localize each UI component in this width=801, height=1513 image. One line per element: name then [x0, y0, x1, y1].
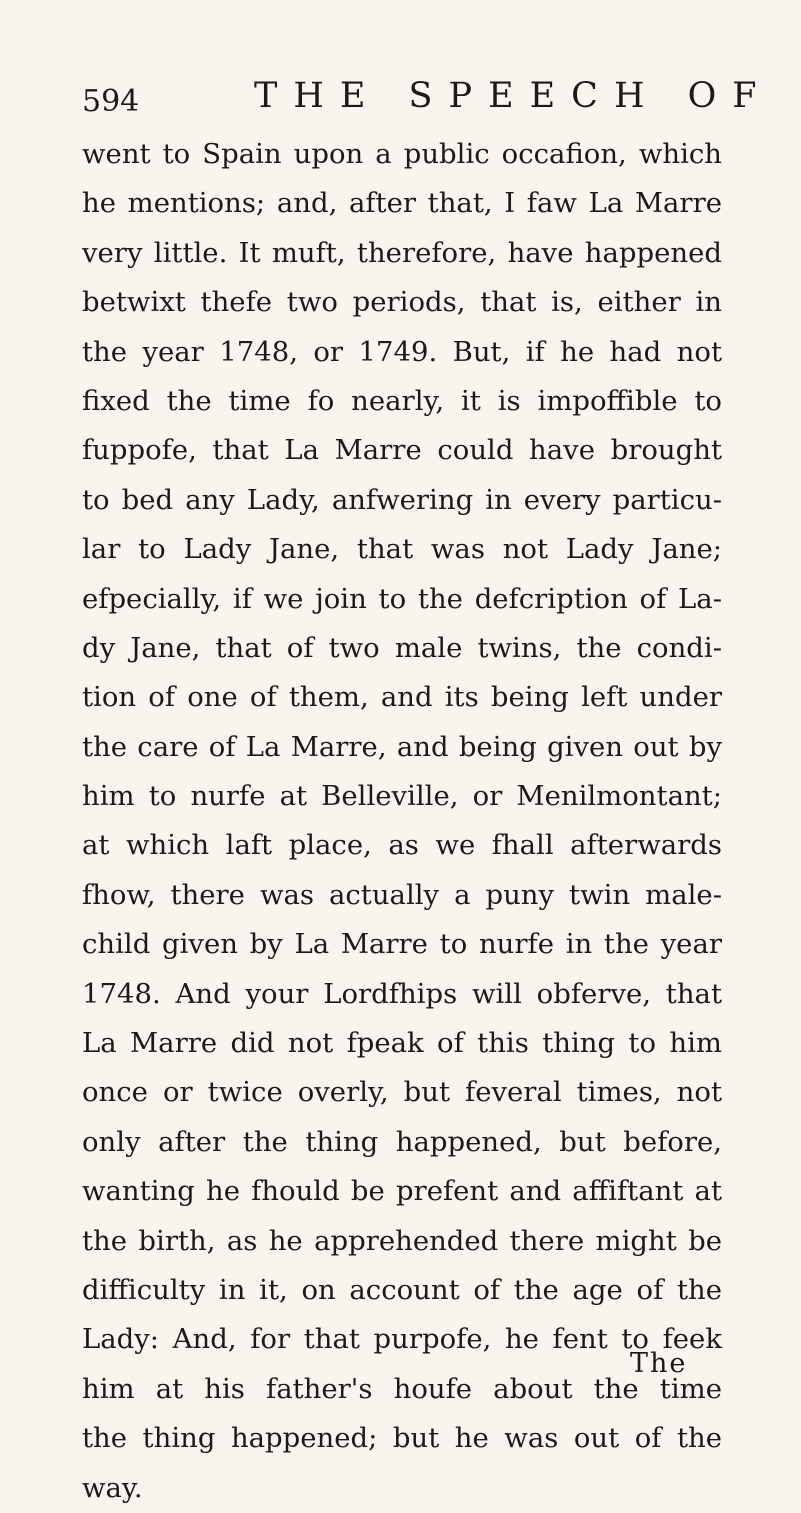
text-line: at which laft place, as we fhall afterwards	[82, 829, 722, 862]
text-line: efpecially, if we join to the defcription of La-	[82, 582, 722, 615]
text-line: went to Spain upon a public occafion, which	[82, 138, 722, 170]
text-line: fuppofe, that La Marre could have brought	[82, 434, 722, 467]
text-line: La Marre did not fpeak of this thing to him	[82, 1027, 722, 1060]
text-line: only after the thing happened, but before,	[82, 1125, 722, 1158]
text-line: 1748. And your Lordfhips will obferve, that	[82, 977, 722, 1010]
text-line: wanting he fhould be prefent and affiftant at	[82, 1175, 722, 1208]
text-line: fhow, there was actually a puny twin male-	[82, 878, 722, 911]
text-line: way.	[82, 1471, 143, 1504]
running-head: THE SPEECH OF	[254, 76, 773, 116]
text-line: him at his father's houfe about the time	[82, 1372, 722, 1405]
text-line: him to nurfe at Belleville, or Menilmontant;	[82, 780, 722, 813]
text-line: the thing happened; but he was out of the	[82, 1422, 722, 1455]
text-line: the care of La Marre, and being given out by	[82, 730, 722, 763]
page-number: 594	[82, 84, 140, 119]
text-line: Lady: And, for that purpofe, he fent to feek	[82, 1323, 722, 1356]
body-text	[82, 130, 722, 1513]
page-header	[82, 76, 773, 126]
catchword: The	[630, 1348, 688, 1379]
text-line: lar to Lady Jane, that was not Lady Jane;	[82, 533, 722, 566]
text-line: fixed the time fo nearly, it is impoffible to	[82, 384, 722, 417]
text-line: dy Jane, that of two male twins, the condi-	[82, 631, 722, 664]
text-line: betwixt thefe two periods, that is, either in	[82, 286, 722, 319]
text-line: the birth, as he apprehended there might be	[82, 1224, 722, 1257]
text-line: to bed any Lady, anfwering in every particu-	[82, 483, 722, 516]
text-line: difficulty in it, on account of the age of the	[82, 1273, 722, 1306]
text-line: once or twice overly, but feveral times, not	[82, 1076, 722, 1109]
text-line: the year 1748, or 1749. But, if he had not	[82, 335, 722, 368]
text-line: child given by La Marre to nurfe in the year	[82, 928, 722, 961]
text-line: very little. It muft, therefore, have happened	[82, 236, 722, 269]
text-line: he mentions; and, after that, I faw La Marre	[82, 187, 722, 220]
text-line: tion of one of them, and its being left under	[82, 681, 722, 714]
